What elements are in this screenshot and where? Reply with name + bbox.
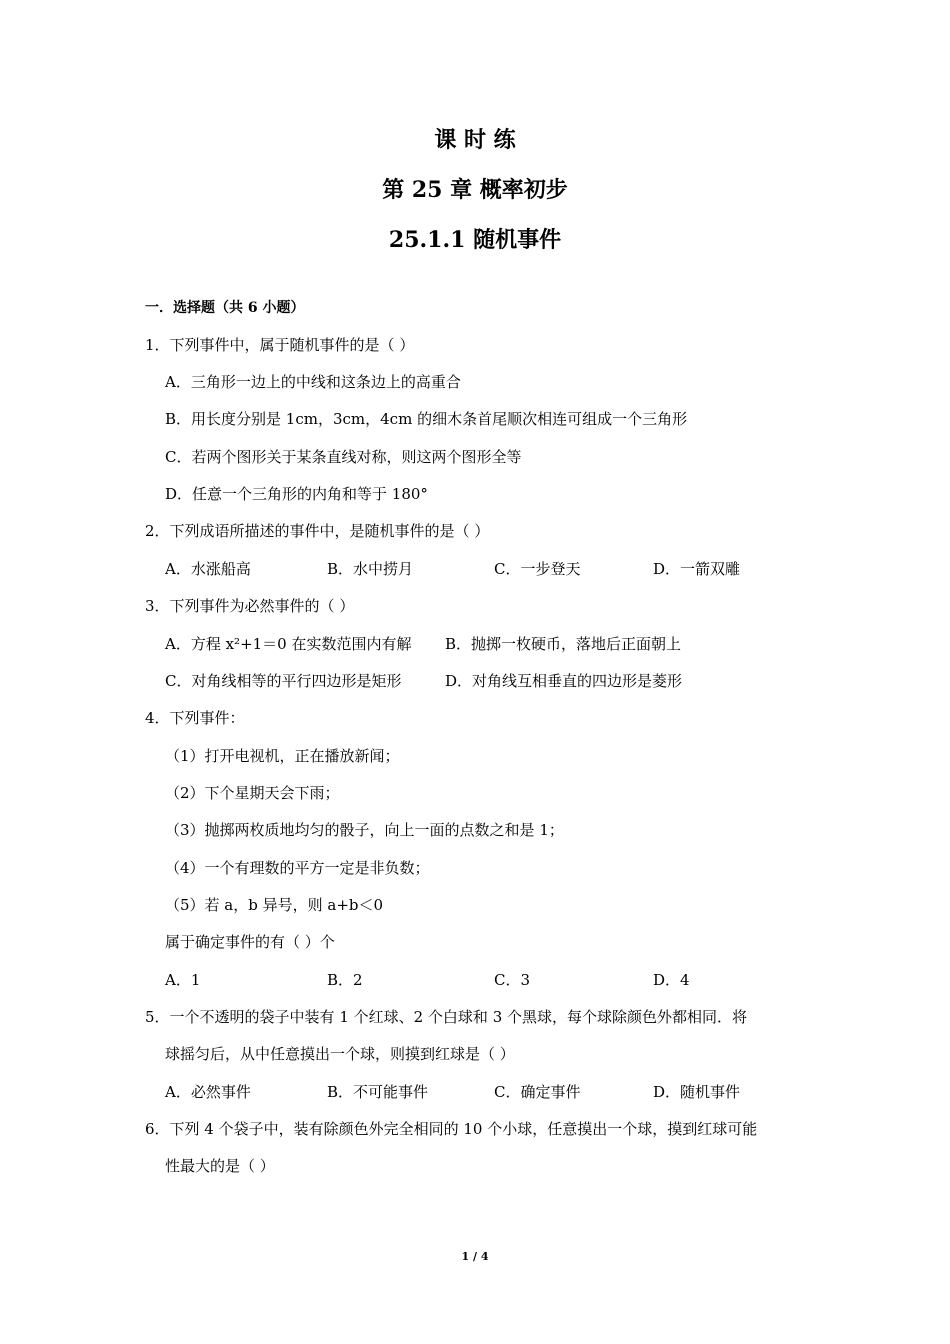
question-1-option-a: A．三角形一边上的中线和这条边上的高重合 [165, 373, 461, 391]
question-4-item-2: （2）下个星期天会下雨； [165, 784, 340, 802]
question-4-item-5: （5）若 a，b 异号，则 a+b＜0 [165, 896, 384, 914]
part-heading: 一．选择题（共 6 小题） [145, 300, 305, 316]
page-number: 1 / 4 [461, 1250, 489, 1263]
question-1-option-d: D．任意一个三角形的内角和等于 180° [165, 485, 428, 503]
question-4-stem: 4．下列事件： [145, 709, 245, 727]
section-title: 25.1.1 随机事件 [388, 227, 562, 253]
question-2-option-a: A．水涨船高 [165, 560, 251, 578]
question-2-stem: 2．下列成语所描述的事件中，是随机事件的是（ ） [145, 522, 490, 540]
question-4-item-1: （1）打开电视机，正在播放新闻； [165, 747, 400, 765]
question-5-option-a: A．必然事件 [165, 1083, 251, 1101]
question-4-item-3: （3）抛掷两枚质地均匀的骰子，向上一面的点数之和是 1； [165, 821, 564, 839]
question-6-stem: 6．下列 4 个袋子中，装有除颜色外完全相同的 10 个小球，任意摸出一个球，摸到红球可能 [145, 1120, 758, 1138]
page-title: 课 时 练 [434, 127, 516, 153]
question-4-option-d: D．4 [653, 971, 690, 989]
question-2-option-c: C．一步登天 [494, 560, 581, 578]
question-4-item-4: （4）一个有理数的平方一定是非负数； [165, 859, 430, 877]
question-5-stem-continued: 球摇匀后，从中任意摸出一个球，则摸到红球是（ ） [165, 1045, 515, 1063]
question-3-stem: 3．下列事件为必然事件的（ ） [145, 597, 355, 615]
question-4-option-b: B．2 [327, 971, 363, 989]
question-5-stem: 5．一个不透明的袋子中装有 1 个红球、2 个白球和 3 个黑球，每个球除颜色外都相同．将 [145, 1008, 748, 1026]
question-4-option-c: C．3 [494, 971, 531, 989]
question-5-option-c: C．确定事件 [494, 1083, 581, 1101]
question-6-stem-continued: 性最大的是（ ） [165, 1157, 275, 1175]
question-2-option-d: D．一箭双雕 [653, 560, 741, 578]
question-3-option-a: A．方程 x²+1＝0 在实数范围内有解 [165, 635, 412, 653]
question-5-option-d: D．随机事件 [653, 1083, 741, 1101]
question-2-option-b: B．水中捞月 [327, 560, 414, 578]
question-1-option-c: C．若两个图形关于某条直线对称，则这两个图形全等 [165, 448, 522, 466]
question-1-stem: 1．下列事件中，属于随机事件的是（ ） [145, 336, 415, 354]
question-1-option-b: B．用长度分别是 1cm，3cm，4cm 的细木条首尾顺次相连可组成一个三角形 [165, 410, 688, 428]
question-5-option-b: B．不可能事件 [327, 1083, 429, 1101]
question-3-option-d: D．对角线互相垂直的四边形是菱形 [445, 672, 683, 690]
chapter-title: 第 25 章 概率初步 [382, 177, 568, 203]
question-4-option-a: A．1 [165, 971, 201, 989]
question-3-option-b: B．抛掷一枚硬币，落地后正面朝上 [445, 635, 682, 653]
question-4-tail: 属于确定事件的有（ ）个 [165, 933, 335, 951]
question-3-option-c: C．对角线相等的平行四边形是矩形 [165, 672, 402, 690]
